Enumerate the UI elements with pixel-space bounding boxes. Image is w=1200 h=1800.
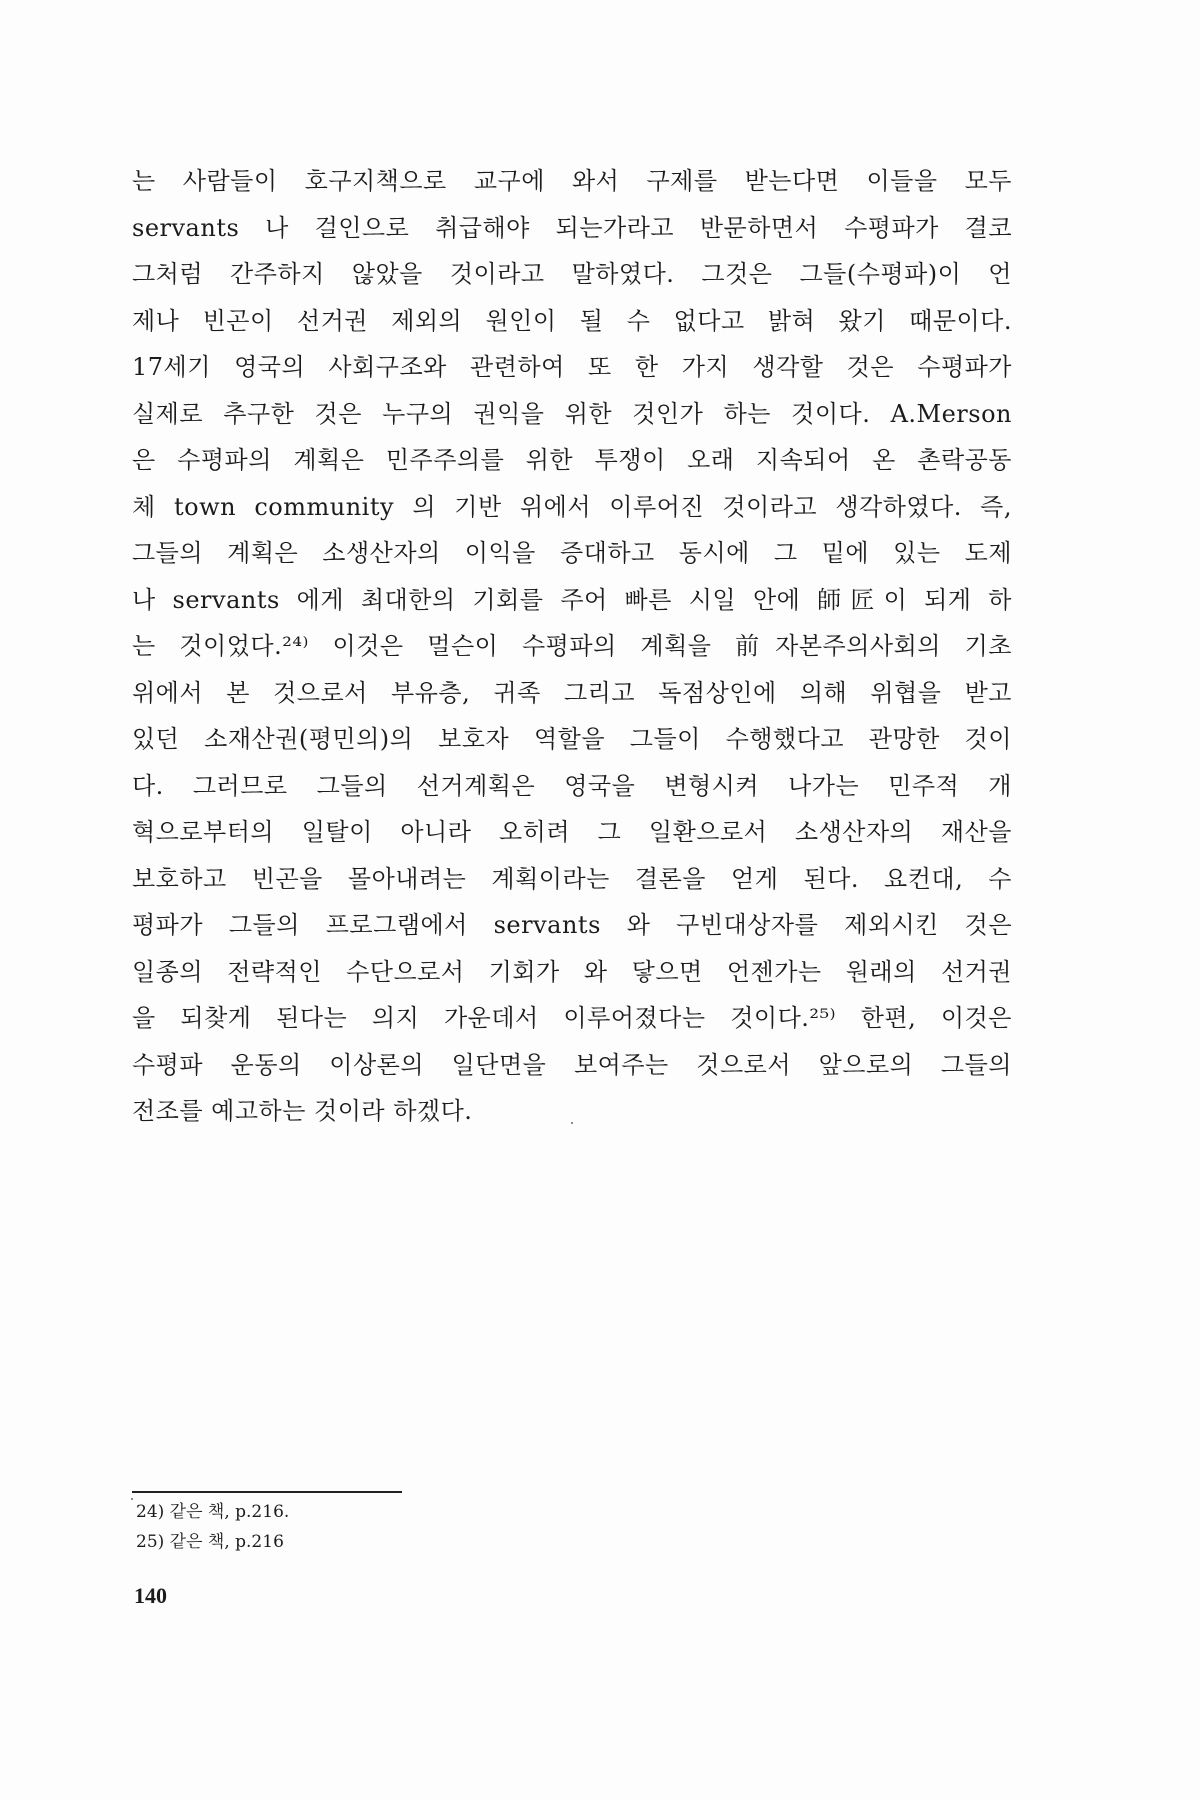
body-line: 체 town community 의 기반 위에서 이루어진 것이라고 생각하였다. 즉, xyxy=(132,492,1012,521)
scan-speck xyxy=(571,1122,573,1124)
body-line: 혁으로부터의 일탈이 아니라 오히려 그 일환으로서 소생산자의 재산을 xyxy=(132,818,1012,846)
body-line: 을 되찾게 된다는 의지 가운데서 이루어졌다는 것이다.²⁵⁾ 한편, 이것은 xyxy=(132,1004,1012,1032)
body-line: 다. 그러므로 그들의 선거계획은 영국을 변형시켜 나가는 민주적 개 xyxy=(132,771,1012,800)
body-line: 그들의 계획은 소생산자의 이익을 증대하고 동시에 그 밑에 있는 도제 xyxy=(132,539,1012,567)
footnote-divider xyxy=(132,1491,402,1493)
body-line: 그처럼 간주하지 않았을 것이라고 말하였다. 그것은 그들(수평파)이 언 xyxy=(132,260,1012,288)
body-line: 일종의 전략적인 수단으로서 기회가 와 닿으면 언젠가는 원래의 선거권 xyxy=(132,957,1012,986)
body-line: 평파가 그들의 프로그램에서 servants 와 구빈대상자를 제외시킨 것은 xyxy=(132,911,1012,939)
body-line: 보호하고 빈곤을 몰아내려는 계획이라는 결론을 얻게 된다. 요컨대, 수 xyxy=(132,864,1012,893)
body-line: 실제로 추구한 것은 누구의 권익을 위한 것인가 하는 것이다. A.Merson xyxy=(132,399,1012,428)
body-text xyxy=(132,158,1012,1135)
body-line: 수평파 운동의 이상론의 일단면을 보여주는 것으로서 앞으로의 그들의 xyxy=(132,1050,1012,1079)
body-line: 있던 소재산권(평민의)의 보호자 역할을 그들이 수행했다고 관망한 것이 xyxy=(132,725,1012,753)
body-line: 전조를 예고하는 것이라 하겠다. xyxy=(132,1097,473,1125)
footnote-25: 25) 같은 책, p.216 xyxy=(136,1532,284,1552)
body-line: 나 servants 에게 최대한의 기회를 주어 빠른 시일 안에 師匠이 되게 하 xyxy=(132,585,1012,614)
body-line: 위에서 본 것으로서 부유층, 귀족 그리고 독점상인에 의해 위협을 받고 xyxy=(132,678,1012,707)
body-line: 는 것이었다.²⁴⁾ 이것은 멀슨이 수평파의 계획을 前자본주의사회의 기초 xyxy=(132,632,1012,660)
body-line: 17세기 영국의 사회구조와 관련하여 또 한 가지 생각할 것은 수평파가 xyxy=(132,353,1012,381)
page-number: 140 xyxy=(134,1583,167,1608)
scan-speck xyxy=(131,1498,133,1500)
body-line: 는 사람들이 호구지책으로 교구에 와서 구제를 받는다면 이들을 모두 xyxy=(132,167,1012,195)
body-line: servants 나 걸인으로 취급해야 되는가라고 반문하면서 수평파가 결코 xyxy=(132,213,1012,242)
footnote-24: 24) 같은 책, p.216. xyxy=(136,1502,290,1522)
body-line: 제나 빈곤이 선거권 제외의 원인이 될 수 없다고 밝혀 왔기 때문이다. xyxy=(132,306,1012,335)
footnotes xyxy=(136,1497,636,1557)
body-line: 은 수평파의 계획은 민주주의를 위한 투쟁이 오래 지속되어 온 촌락공동 xyxy=(132,446,1012,474)
